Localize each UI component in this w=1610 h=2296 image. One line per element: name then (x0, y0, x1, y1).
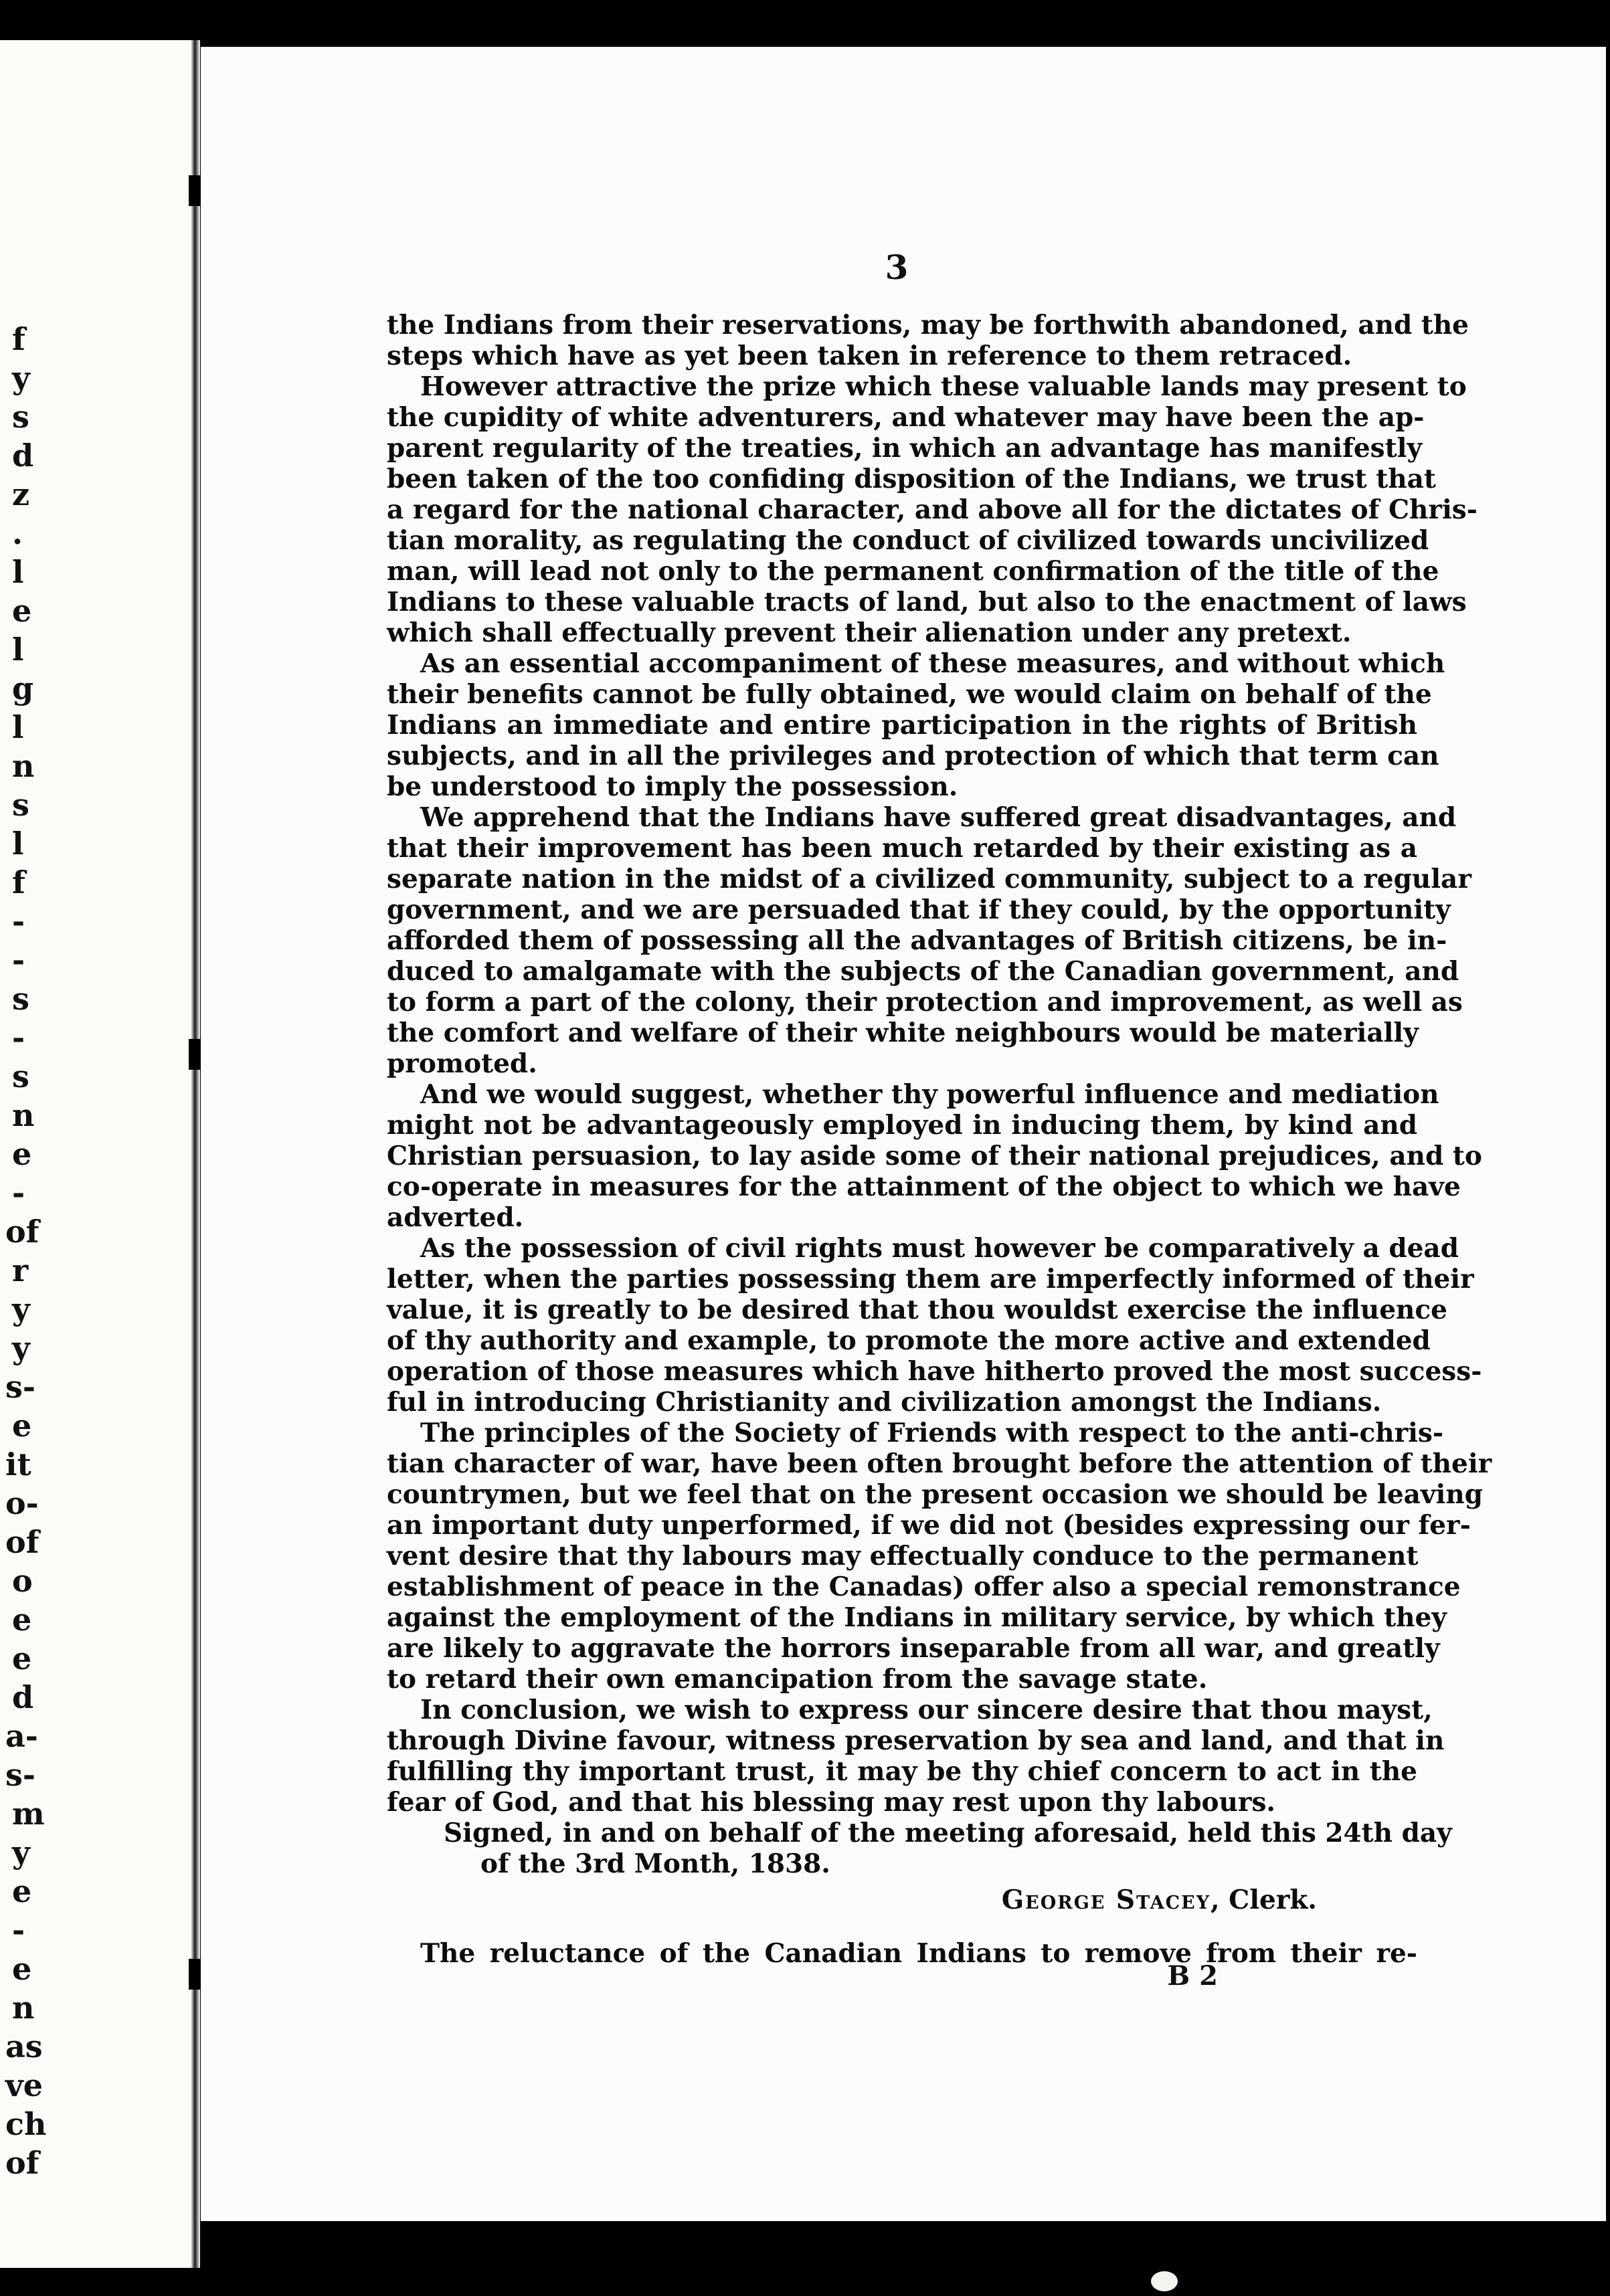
text-line: Indians an immediate and entire participation in the rights of British (387, 710, 1417, 741)
previous-page (0, 40, 194, 2268)
text-line: that their improvement has been much retarded by their existing as a (387, 833, 1417, 864)
text-line: As an essential accompaniment of these measures, and without which (420, 648, 1445, 679)
signature-block (387, 1818, 1452, 1921)
text-line: the cupidity of white adventurers, and whatever may have been the ap- (387, 402, 1425, 433)
previous-page-fragment: - (12, 1912, 25, 1948)
text-line: co-operate in measures for the attainment of the object to which we have (387, 1171, 1461, 1202)
text-line: ful in introducing Christianity and civilization amongst the Indians. (387, 1387, 1382, 1418)
previous-page-fragment: n (12, 748, 35, 784)
previous-page-fragment: m (12, 1796, 45, 1832)
text-line: And we would suggest, whether thy powerful influence and mediation (420, 1079, 1439, 1110)
page-number: 3 (885, 248, 909, 287)
text-line: We apprehend that the Indians have suffered great disadvantages, and (420, 802, 1457, 833)
book-gutter (191, 40, 200, 2268)
previous-page-fragment: d (12, 438, 34, 474)
previous-page-fragment: s (12, 399, 29, 435)
previous-page-fragment: y (12, 360, 30, 396)
text-line: which shall effectually prevent their alienation under any pretext. (387, 617, 1352, 648)
previous-page-fragment: g (12, 670, 34, 706)
previous-page-fragment: - (12, 1020, 25, 1056)
previous-page-fragment: s (12, 1058, 29, 1094)
signed-line-1: Signed, in and on behalf of the meeting aforesaid, held this 24th day (444, 1818, 1452, 1848)
binding-stitch (189, 175, 202, 206)
text-line: an important duty unperformed, if we did not (besides expressing our fer- (387, 1510, 1471, 1541)
text-line: value, it is greatly to be desired that thou wouldst exercise the influence (387, 1295, 1447, 1325)
text-line: However attractive the prize which these valuable lands may present to (420, 371, 1467, 402)
text-line: duced to amalgamate with the subjects of the Canadian government, and (387, 956, 1459, 987)
text-line: parent regularity of the treaties, in which an advantage has manifestly (387, 433, 1423, 464)
previous-page-fragment: . (12, 515, 23, 551)
previous-page-fragment: ch (5, 2106, 47, 2142)
previous-page-fragment: l (12, 632, 24, 668)
previous-page-fragment: e (12, 1951, 32, 1987)
page (201, 47, 1606, 2221)
text-line: to form a part of the colony, their protection and improvement, as well as (387, 987, 1463, 1018)
previous-page-fragment: r (12, 1252, 29, 1288)
text-line: through Divine favour, witness preservation by sea and land, and that in (387, 1725, 1445, 1756)
previous-page-margin-fragments (0, 40, 120, 2268)
previous-page-fragment: s- (5, 1757, 35, 1793)
previous-page-fragment: e (12, 593, 32, 629)
text-line: afforded them of possessing all the advantages of British citizens, be in- (387, 925, 1447, 956)
text-line: government, and we are persuaded that if they could, by the opportunity (387, 894, 1451, 925)
text-line: of thy authority and example, to promote the more active and extended (387, 1325, 1431, 1356)
previous-page-fragment: of (5, 1214, 39, 1250)
text-line: operation of those measures which have hitherto proved the most success- (387, 1356, 1482, 1387)
previous-page-fragment: of (5, 2145, 39, 2181)
binding-stitch (189, 1039, 202, 1070)
text-line: establishment of peace in the Canadas) offer also a special remonstrance (387, 1571, 1461, 1602)
binding-stitch (189, 1959, 202, 1990)
previous-page-fragment: n (12, 1990, 35, 2026)
previous-page-fragment: e (12, 1873, 32, 1909)
text-line: a regard for the national character, and above all for the dictates of Chris- (387, 494, 1478, 525)
signature-mark: B 2 (1167, 1960, 1218, 1992)
text-line: tian character of war, have been often brought before the attention of their (387, 1448, 1492, 1479)
previous-page-fragment: - (12, 903, 25, 939)
text-line: against the employment of the Indians in military service, by which they (387, 1602, 1447, 1633)
previous-page-fragment: - (12, 1175, 25, 1211)
previous-page-fragment: it (5, 1446, 31, 1482)
text-line: As the possession of civil rights must however be comparatively a dead (420, 1233, 1459, 1264)
text-line: Indians to these valuable tracts of land, but also to the enactment of laws (387, 587, 1467, 617)
previous-page-fragment: f (12, 321, 25, 357)
text-line: separate nation in the midst of a civilized community, subject to a regular (387, 864, 1471, 894)
previous-page-fragment: y (12, 1330, 30, 1366)
clerk-title: , Clerk. (1211, 1885, 1317, 1915)
text-line: countrymen, but we feel that on the present occasion we should be leaving (387, 1479, 1483, 1510)
previous-page-fragment: s (12, 981, 29, 1017)
text-line: vent desire that thy labours may effectually conduce to the permanent (387, 1541, 1419, 1571)
text-line: man, will lead not only to the permanent confirmation of the title of the (387, 556, 1439, 587)
text-line: letter, when the parties possessing them are imperfectly informed of their (387, 1264, 1474, 1295)
previous-page-fragment: l (12, 554, 24, 590)
text-line: fear of God, and that his blessing may rest upon thy labours. (387, 1787, 1275, 1818)
signed-line-2: of the 3rd Month, 1838. (480, 1848, 830, 1879)
text-line: subjects, and in all the privileges and protection of which that term can (387, 741, 1439, 771)
text-line: adverted. (387, 1202, 524, 1233)
previous-page-fragment: z (12, 476, 30, 512)
previous-page-fragment: e (12, 1136, 32, 1172)
text-line: steps which have as yet been taken in reference to them retraced. (387, 341, 1352, 371)
text-line: to retard their own emancipation from the savage state. (387, 1664, 1208, 1695)
clerk-line (387, 1879, 1417, 1921)
previous-page-fragment: as (5, 2028, 43, 2065)
text-line: the comfort and welfare of their white neighbours would be materially (387, 1018, 1419, 1048)
text-line: are likely to aggravate the horrors inseparable from all war, and greatly (387, 1633, 1440, 1664)
previous-page-fragment: l (12, 826, 24, 862)
body-text (387, 310, 1492, 1969)
text-line: fulfilling thy important trust, it may be thy chief concern to act in the (387, 1756, 1417, 1787)
text-line: been taken of the too confiding disposition of the Indians, we trust that (387, 464, 1436, 494)
previous-page-fragment: l (12, 709, 24, 745)
previous-page-fragment: s (12, 787, 29, 823)
previous-page-fragment: e (12, 1640, 32, 1677)
previous-page-fragment: - (12, 942, 25, 978)
previous-page-fragment: o (12, 1563, 33, 1599)
clerk-name: George Stacey (1001, 1885, 1211, 1915)
page-edge-mark (1151, 2271, 1178, 2291)
text-line: be understood to imply the possession. (387, 771, 958, 802)
previous-page-fragment: o- (5, 1485, 39, 1521)
text-line: promoted. (387, 1048, 537, 1079)
text-line: Christian persuasion, to lay aside some of their national prejudices, and to (387, 1141, 1482, 1171)
previous-page-fragment: of (5, 1524, 39, 1560)
text-line: their benefits cannot be fully obtained, we would claim on behalf of the (387, 679, 1432, 710)
final-line: The reluctance of the Canadian Indians to remove from their re- (420, 1938, 1417, 1969)
text-line: might not be advantageously employed in inducing them, by kind and (387, 1110, 1417, 1141)
text-line: tian morality, as regulating the conduct of civilized towards uncivilized (387, 525, 1429, 556)
previous-page-fragment: y (12, 1291, 30, 1327)
body-paragraphs (387, 310, 1492, 1818)
previous-page-fragment: n (12, 1097, 35, 1133)
previous-page-fragment: ve (5, 2067, 43, 2103)
previous-page-fragment: f (12, 864, 25, 900)
text-line: The principles of the Society of Friends with respect to the anti-chris- (420, 1418, 1444, 1448)
text-line: the Indians from their reservations, may be forthwith abandoned, and the (387, 310, 1469, 341)
previous-page-fragment: s- (5, 1369, 35, 1405)
text-line: In conclusion, we wish to express our sincere desire that thou mayst, (420, 1695, 1433, 1725)
previous-page-fragment: d (12, 1679, 34, 1715)
previous-page-fragment: e (12, 1408, 32, 1444)
previous-page-fragment: a- (5, 1718, 38, 1754)
previous-page-fragment: y (12, 1834, 30, 1871)
previous-page-fragment: e (12, 1602, 32, 1638)
